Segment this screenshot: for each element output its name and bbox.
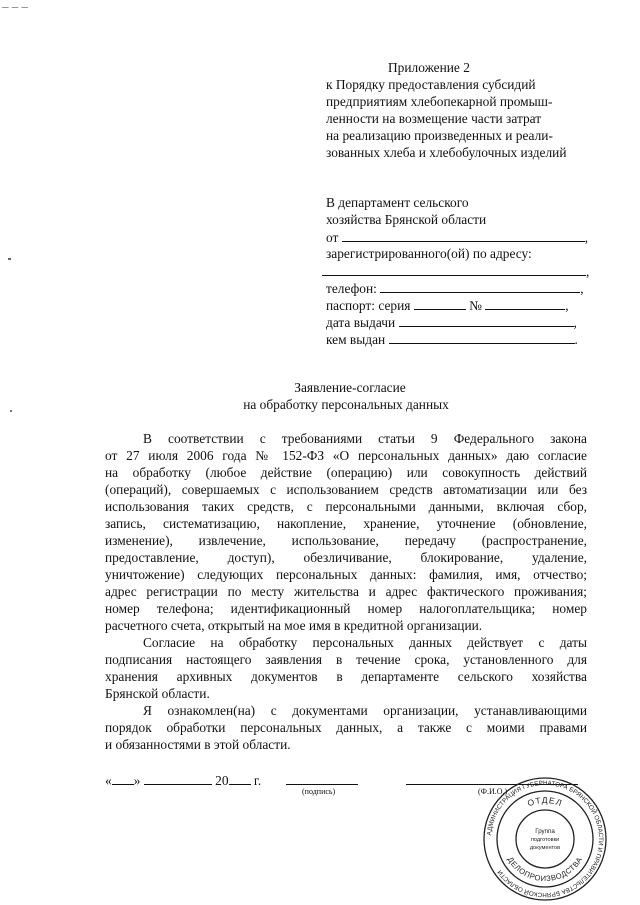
full-name-caption: (Ф.И.О.) (478, 787, 508, 796)
phone-blank[interactable] (380, 280, 580, 293)
body-line: порядок обработки персональных данных, а также с моими правами (105, 720, 587, 735)
passport-series-blank[interactable] (414, 297, 466, 310)
from-label: от (326, 230, 339, 245)
date-year-prefix: 20 (215, 773, 229, 788)
date-close-quote: » (133, 773, 141, 788)
body-line: хранения архивных документов в департаменте сельского хозяйства (105, 669, 587, 684)
stamp-arc-top: ОТДЕЛ (526, 794, 565, 809)
passport-field[interactable]: паспорт: серия № , (326, 298, 569, 313)
phone-field[interactable]: телефон: , (326, 281, 584, 296)
from-field[interactable]: от , (326, 230, 589, 245)
registered-label: зарегистрированного(ой) по адресу: (326, 246, 532, 261)
issue-date-label: дата выдачи (326, 315, 396, 330)
statement-title: Заявление-согласие (294, 380, 406, 395)
body-line: В соответствии с требованиями статьи 9 Федерального закона (143, 431, 587, 446)
signature-caption: (подпись) (302, 787, 336, 796)
body-line: на обработку (любое действие (операцию) или совокупность действий (105, 465, 587, 480)
issue-date-field[interactable]: дата выдачи , (326, 315, 577, 330)
issue-date-blank[interactable] (399, 314, 574, 327)
stamp-ring-text: АДМИНИСТРАЦИЯ ГУБЕРНАТОРА БРЯНСКОЙ ОБЛАСТИ И ПРАВИТЕЛЬСТВА БРЯНСКОЙ ОБЛАСТИ (486, 779, 605, 899)
body-line: подписания настоящего заявления в течение срока, установленного для (105, 652, 587, 667)
body-line: предоставление, доступ), обезличивание, блокирование, удаление, (105, 550, 587, 565)
passport-series-label: паспорт: серия (326, 298, 411, 313)
body-line: Я ознакомлен(на) с документами организации, устанавливающими (143, 703, 587, 718)
body-line: номер телефона; идентификационный номер налогоплательщика; номер (105, 601, 587, 616)
addressee-line-2: хозяйства Брянской области (326, 212, 487, 227)
stamp-center-line-3: документов (529, 845, 561, 851)
body-line: Брянской области. (105, 686, 210, 701)
phone-label: телефон: (326, 281, 377, 296)
appendix-line: ленности на возмещение части затрат (326, 111, 542, 126)
appendix-line: на реализацию произведенных и реали- (326, 128, 553, 143)
stamp-center-line-1: Группа (535, 828, 555, 835)
body-line: уничтожение) следующих персональных данных: фамилия, имя, отчество; (105, 567, 587, 582)
body-line: изменение), извлечение, использование, передачу (распространение, (105, 533, 587, 548)
date-day-blank[interactable] (112, 772, 134, 785)
date-year-suffix: г. (253, 773, 262, 788)
date-open-quote: « (105, 773, 112, 788)
issued-by-label: кем выдан (326, 332, 386, 347)
signature-blank[interactable] (286, 772, 358, 785)
address-field[interactable]: , (322, 263, 589, 280)
issued-by-field[interactable]: кем выдан . (326, 332, 578, 347)
scan-speck (8, 258, 11, 260)
date-field[interactable] (105, 772, 261, 789)
date-year-blank[interactable] (229, 772, 251, 785)
address-blank[interactable] (322, 263, 586, 276)
issued-by-blank[interactable] (389, 331, 575, 344)
body-line: Согласие на обработку персональных данных действует с даты (143, 635, 587, 650)
scan-speck (10, 410, 12, 412)
body-line: запись, систематизацию, накопление, хранение, уточнение (обновление, (105, 516, 587, 531)
official-stamp (480, 776, 610, 902)
from-blank[interactable] (342, 229, 585, 242)
stamp-arc-bottom: ДЕЛОПРОИЗВОДСТВА (505, 855, 585, 884)
body-line: и обязанностями в этой области. (105, 737, 291, 752)
appendix-line: к Порядку предоставления субсидий (326, 77, 536, 92)
body-line: (операций), совершаемых с использованием средств автоматизации или без (105, 482, 587, 497)
body-line: от 27 июля 2006 года № 152-ФЗ «О персональных данных» даю согласие (105, 448, 587, 463)
body-line: адрес регистрации по месту жительства и адрес фактического проживания; (105, 584, 587, 599)
date-month-blank[interactable] (144, 772, 212, 785)
body-line: расчетного счета, открытый на мое имя в кредитной организации. (105, 618, 483, 633)
appendix-title: Приложение 2 (388, 60, 470, 75)
stamp-center-line-2: подготовки (530, 837, 560, 843)
appendix-line: предприятиям хлебопекарной промыш- (326, 94, 553, 109)
body-line: использования таких средств, с персональными данными, включая сбор, (105, 499, 587, 514)
passport-number-label: № (469, 298, 482, 313)
statement-subtitle: на обработку персональных данных (243, 397, 449, 412)
scan-marks: _ _ _ (2, 0, 28, 9)
appendix-line: зованных хлеба и хлебобулочных изделий (326, 145, 567, 160)
passport-number-blank[interactable] (485, 297, 565, 310)
addressee-line-1: В департамент сельского (326, 195, 469, 210)
